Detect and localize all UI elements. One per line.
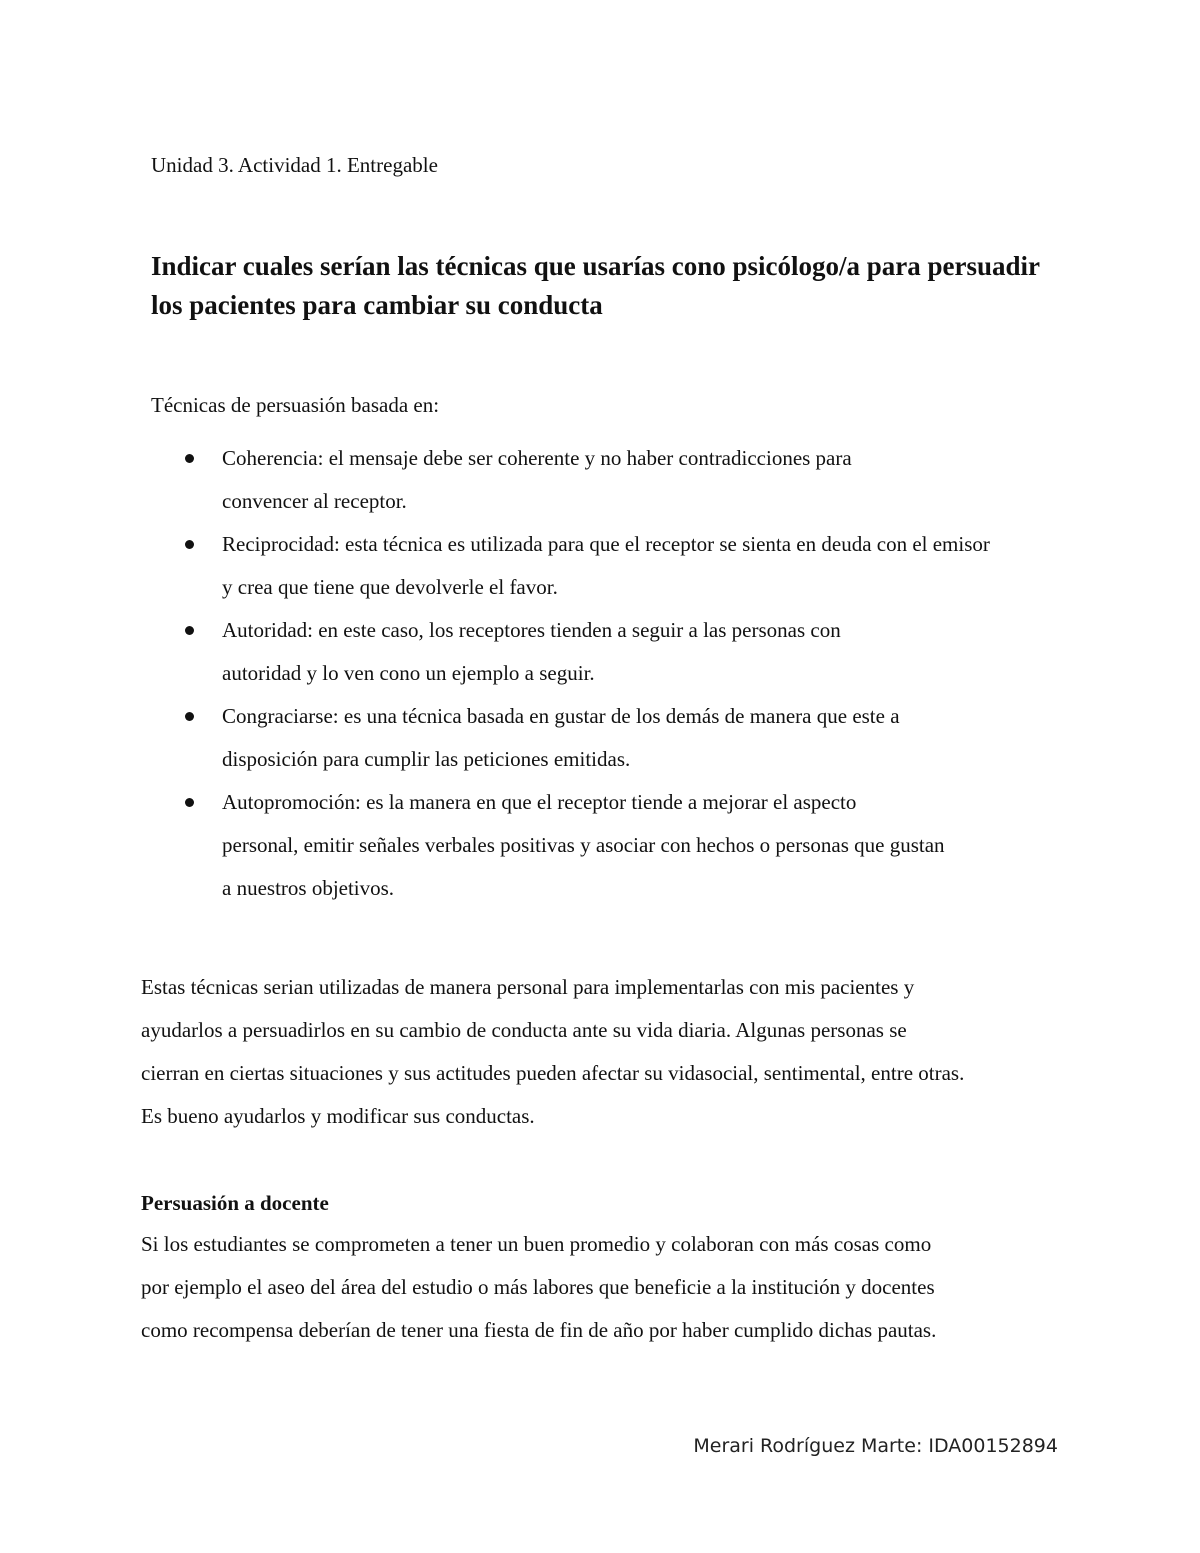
bullet-icon [185,454,194,463]
paragraph-line: ayudarlos a persuadirlos en su cambio de conducta ante su vida diaria. Algunas personas se [141,1018,907,1042]
list-item-line: Congraciarse: es una técnica basada en gustar de los demás de manera que este a [222,704,900,728]
list-item-line: a nuestros objetivos. [222,876,395,900]
paragraph-line: Si los estudiantes se comprometen a tener un buen promedio y colaboran con más cosas como [141,1232,932,1256]
list-item-line: y crea que tiene que devolverle el favor. [222,575,558,599]
paragraph-line: cierran en ciertas situaciones y sus actitudes pueden afectar su vidasocial, sentimental, entre otras. [141,1061,965,1085]
unit-activity-line: Unidad 3. Actividad 1. Entregable [151,153,438,177]
paragraph-line: como recompensa deberían de tener una fiesta de fin de año por haber cumplido dichas pautas. [141,1318,937,1342]
techniques-list [180,437,1040,910]
list-item-autoridad [180,609,1040,695]
list-item-line: Coherencia: el mensaje debe ser coherente y no haber contradicciones para [222,446,852,470]
paragraph-line: Estas técnicas serian utilizadas de manera personal para implementarlas con mis pacientes y [141,975,915,999]
bullet-icon [185,626,194,635]
list-item-line: convencer al receptor. [222,489,407,513]
main-title [151,247,1071,325]
paragraph-line: por ejemplo el aseo del área del estudio o más labores que beneficie a la institución y docentes [141,1275,935,1299]
list-item-line: Reciprocidad: esta técnica es utilizada para que el receptor se sienta en deuda con el emisor [222,532,990,556]
list-item-line: Autopromoción: es la manera en que el receptor tiende a mejorar el aspecto [222,790,857,814]
main-title-line: los pacientes para cambiar su conducta [151,290,603,320]
list-item-reciprocidad [180,523,1040,609]
section-heading: Persuasión a docente [141,1191,329,1215]
paragraph-techniques-usage [141,966,1071,1138]
techniques-intro: Técnicas de persuasión basada en: [151,393,440,417]
footer-author: Merari Rodríguez Marte: IDA00152894 [693,1435,1058,1457]
bullet-icon [185,712,194,721]
list-item-autopromocion [180,781,1040,910]
main-title-line: Indicar cuales serían las técnicas que usarías cono psicólogo/a para persuadir [151,251,1041,281]
list-item-coherencia [180,437,1040,523]
bullet-icon [185,540,194,549]
list-item-line: disposición para cumplir las peticiones emitidas. [222,747,631,771]
paragraph-teacher-persuasion [141,1223,1071,1352]
list-item-line: Autoridad: en este caso, los receptores tienden a seguir a las personas con [222,618,841,642]
paragraph-line: Es bueno ayudarlos y modificar sus conductas. [141,1104,535,1128]
list-item-line: personal, emitir señales verbales positivas y asociar con hechos o personas que gustan [222,833,945,857]
list-item-congraciarse [180,695,1040,781]
bullet-icon [185,798,194,807]
list-item-line: autoridad y lo ven cono un ejemplo a seguir. [222,661,595,685]
